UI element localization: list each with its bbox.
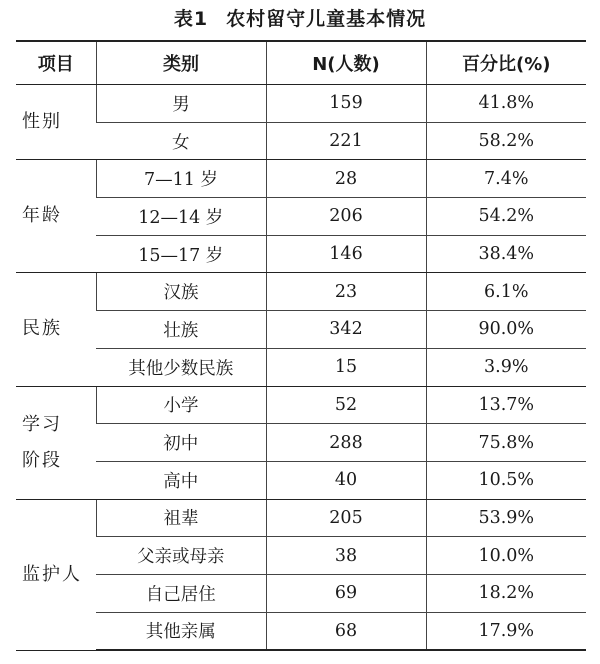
count-cell: 205 bbox=[266, 499, 426, 537]
category-cell: 7—11 岁 bbox=[96, 160, 266, 198]
table-row bbox=[16, 160, 586, 198]
category-cell: 父亲或母亲 bbox=[96, 537, 266, 575]
group-label: 性别 bbox=[16, 85, 96, 160]
table-row bbox=[16, 311, 586, 349]
table-row bbox=[16, 574, 586, 612]
count-cell: 28 bbox=[266, 160, 426, 198]
category-cell: 小学 bbox=[96, 386, 266, 424]
count-cell: 52 bbox=[266, 386, 426, 424]
header-item: 项目 bbox=[16, 41, 96, 85]
percent-cell: 38.4% bbox=[426, 235, 586, 273]
table-row bbox=[16, 612, 586, 650]
category-cell: 初中 bbox=[96, 424, 266, 462]
category-cell: 高中 bbox=[96, 461, 266, 499]
count-cell: 38 bbox=[266, 537, 426, 575]
category-cell: 15—17 岁 bbox=[96, 235, 266, 273]
category-cell: 12—14 岁 bbox=[96, 198, 266, 236]
table-row bbox=[16, 499, 586, 537]
table-row bbox=[16, 273, 586, 311]
group-label: 民族 bbox=[16, 273, 96, 386]
percent-cell: 13.7% bbox=[426, 386, 586, 424]
count-cell: 68 bbox=[266, 612, 426, 650]
category-cell: 汉族 bbox=[96, 273, 266, 311]
group-label: 年龄 bbox=[16, 160, 96, 273]
table-row bbox=[16, 537, 586, 575]
percent-cell: 3.9% bbox=[426, 348, 586, 386]
count-cell: 69 bbox=[266, 574, 426, 612]
group-label-line: 阶段 bbox=[22, 449, 62, 471]
table-number: 表1 bbox=[173, 8, 209, 30]
percent-cell: 10.5% bbox=[426, 461, 586, 499]
table-row bbox=[16, 461, 586, 499]
percent-cell: 6.1% bbox=[426, 273, 586, 311]
percent-cell: 18.2% bbox=[426, 574, 586, 612]
count-cell: 288 bbox=[266, 424, 426, 462]
percent-cell: 54.2% bbox=[426, 198, 586, 236]
table-row bbox=[16, 122, 586, 160]
data-table bbox=[16, 40, 586, 651]
category-cell: 自己居住 bbox=[96, 574, 266, 612]
table-title bbox=[0, 4, 600, 31]
category-cell: 其他亲属 bbox=[96, 612, 266, 650]
category-cell: 壮族 bbox=[96, 311, 266, 349]
percent-cell: 10.0% bbox=[426, 537, 586, 575]
percent-cell: 7.4% bbox=[426, 160, 586, 198]
header-percent: 百分比(%) bbox=[426, 41, 586, 85]
count-cell: 159 bbox=[266, 85, 426, 123]
percent-cell: 90.0% bbox=[426, 311, 586, 349]
percent-cell: 75.8% bbox=[426, 424, 586, 462]
percent-cell: 41.8% bbox=[426, 85, 586, 123]
table-caption: 农村留守儿童基本情况 bbox=[226, 8, 427, 30]
table-row bbox=[16, 235, 586, 273]
table-row bbox=[16, 424, 586, 462]
header-count: N(人数) bbox=[266, 41, 426, 85]
count-cell: 40 bbox=[266, 461, 426, 499]
percent-cell: 53.9% bbox=[426, 499, 586, 537]
percent-cell: 17.9% bbox=[426, 612, 586, 650]
count-cell: 206 bbox=[266, 198, 426, 236]
percent-cell: 58.2% bbox=[426, 122, 586, 160]
header-category: 类别 bbox=[96, 41, 266, 85]
count-cell: 146 bbox=[266, 235, 426, 273]
group-label-line: 学习 bbox=[22, 413, 62, 435]
category-cell: 男 bbox=[96, 85, 266, 123]
category-cell: 女 bbox=[96, 122, 266, 160]
count-cell: 221 bbox=[266, 122, 426, 160]
count-cell: 15 bbox=[266, 348, 426, 386]
group-label bbox=[16, 386, 96, 499]
category-cell: 祖辈 bbox=[96, 499, 266, 537]
category-cell: 其他少数民族 bbox=[96, 348, 266, 386]
table-row bbox=[16, 348, 586, 386]
table-row bbox=[16, 386, 586, 424]
header-row bbox=[16, 41, 586, 85]
group-label: 监护人 bbox=[16, 499, 96, 650]
table-body bbox=[16, 85, 586, 651]
table-row bbox=[16, 198, 586, 236]
table-row bbox=[16, 85, 586, 123]
count-cell: 23 bbox=[266, 273, 426, 311]
count-cell: 342 bbox=[266, 311, 426, 349]
